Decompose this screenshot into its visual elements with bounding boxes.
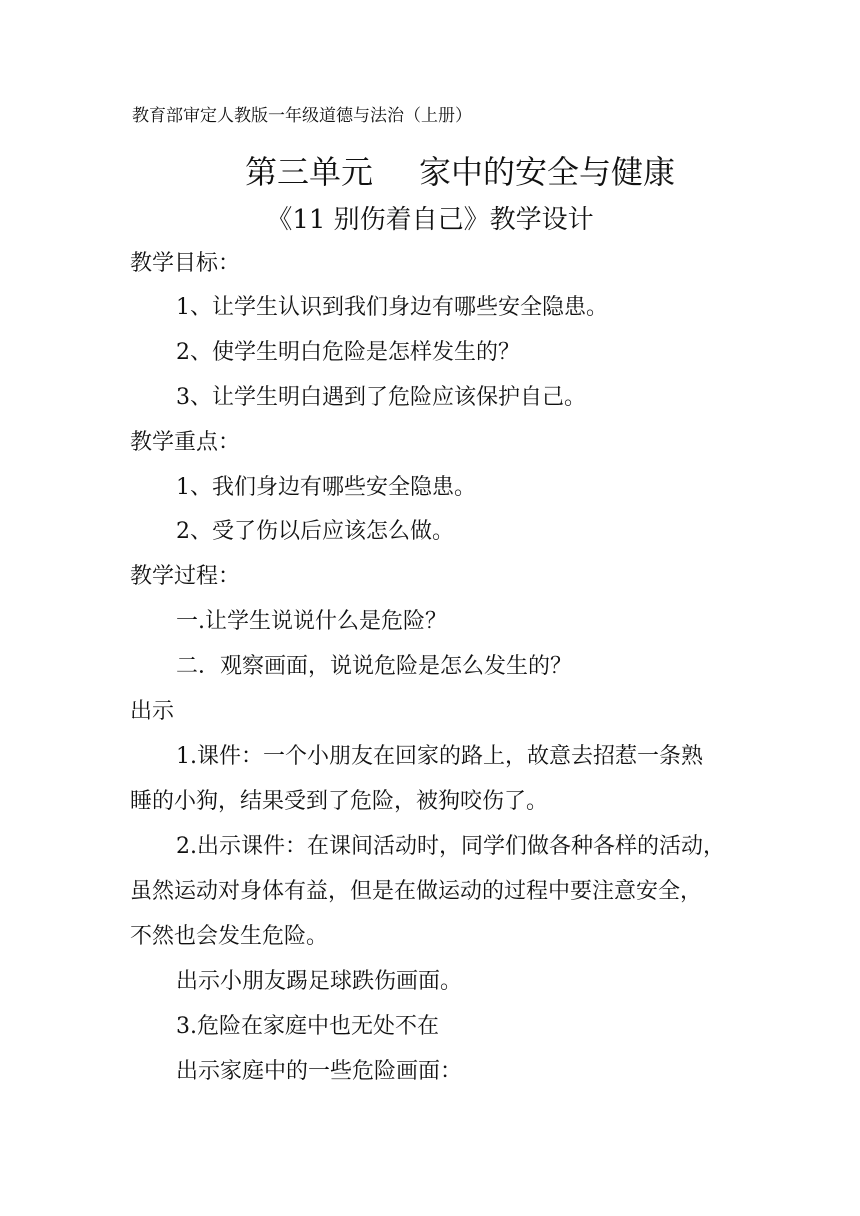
lesson-title: 《11 别伤着自己》教学设计 [266, 205, 594, 235]
process-step: 一.让学生说说什么是危险？ [176, 609, 447, 634]
key-point-item: 2、受了伤以后应该怎么做。 [176, 519, 454, 544]
show-label: 出示 [130, 699, 175, 724]
goals-heading: 教学目标： [130, 251, 241, 276]
goal-item: 2、使学生明白危险是怎样发生的？ [176, 340, 520, 365]
goal-item: 1、让学生认识到我们身边有哪些安全隐患。 [176, 295, 608, 320]
textbook-header: 教育部审定人教版一年级道德与法治（上册） [132, 106, 472, 126]
goal-item: 3、让学生明白遇到了危险应该保护自己。 [176, 385, 586, 410]
paragraph-line: 不然也会发生危险。 [130, 924, 329, 949]
paragraph-line: 1.课件：一个小朋友在回家的路上，故意去招惹一条熟 [176, 744, 703, 769]
paragraph-line: 2.出示课件：在课间活动时，同学们做各种各样的活动， [176, 834, 725, 859]
key-point-item: 1、我们身边有哪些安全隐患。 [176, 475, 476, 500]
paragraph-line: 出示小朋友踢足球跌伤画面。 [176, 969, 463, 994]
process-step: 二．观察画面，说说危险是怎么发生的？ [176, 654, 573, 679]
unit-name: 家中的安全与健康 [419, 153, 676, 191]
unit-title [0, 150, 860, 194]
unit-number: 第三单元 [244, 153, 373, 191]
process-heading: 教学过程： [130, 564, 241, 589]
paragraph-line: 虽然运动对身体有益，但是在做运动的过程中要注意安全， [130, 879, 703, 904]
paragraph-line: 3.危险在家庭中也无处不在 [176, 1014, 439, 1039]
paragraph-line: 出示家庭中的一些危险画面： [176, 1059, 463, 1084]
key-points-heading: 教学重点： [130, 430, 241, 455]
paragraph-line: 睡的小狗，结果受到了危险，被狗咬伤了。 [130, 789, 549, 814]
